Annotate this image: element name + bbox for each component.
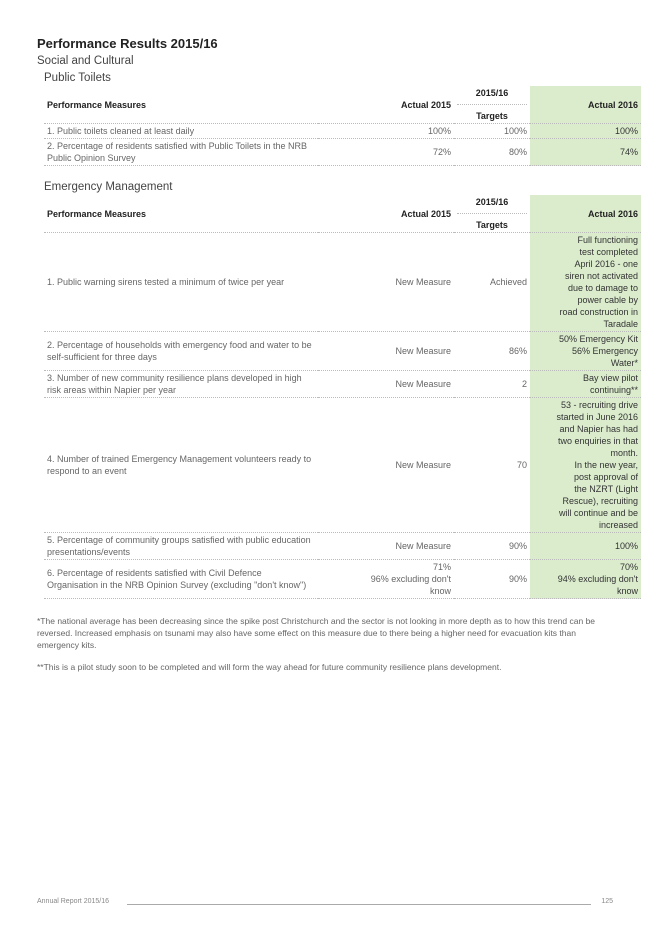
actual-2016-line: April 2016 - one: [574, 259, 638, 269]
section-title: Social and Cultural: [37, 55, 134, 67]
actual-2016-cell: [530, 124, 641, 139]
table-row: [44, 533, 641, 560]
measure-cell: 4. Number of trained Emergency Management volunteers ready to respond to an event: [44, 398, 318, 533]
actual-2015-line: New Measure: [395, 460, 451, 470]
actual-2016-line: Full functioning: [577, 235, 638, 245]
actual-2015-cell: [318, 371, 454, 398]
actual-2015-cell: [318, 139, 454, 166]
actual-2016-line: started in June 2016: [556, 412, 638, 422]
toilets-title: Public Toilets: [44, 72, 111, 84]
actual-2015-line: 72%: [432, 147, 451, 157]
header-measures: Performance Measures: [44, 195, 318, 233]
header-target-label: Targets: [457, 104, 527, 122]
actual-2016-line: power cable by: [577, 295, 638, 305]
actual-2015-cell: [318, 533, 454, 560]
actual-2016-line: 53 - recruiting drive: [560, 400, 638, 410]
footer-report-title: Annual Report 2015/16: [37, 898, 109, 905]
actual-2016-line: continuing**: [589, 385, 638, 395]
table-row: [44, 139, 641, 166]
emergency-rows: [44, 233, 641, 599]
header-measures: Performance Measures: [44, 86, 318, 124]
actual-2016-cell: [530, 533, 641, 560]
table-row: [44, 124, 641, 139]
measure-cell: 5. Percentage of community groups satisfied with public education presentations/events: [44, 533, 318, 560]
actual-2016-line: due to damage to: [567, 283, 638, 293]
toilets-rows: [44, 124, 641, 166]
header-target-year: 2015/16: [475, 197, 509, 207]
actual-2015-cell: [318, 398, 454, 533]
actual-2015-line: New Measure: [395, 277, 451, 287]
actual-2016-line: test completed: [579, 247, 638, 257]
target-cell: 100%: [454, 124, 530, 139]
actual-2016-line: 50% Emergency Kit: [558, 334, 638, 344]
actual-2016-line: 70%: [619, 562, 638, 572]
actual-2016-line: Bay view pilot: [582, 373, 638, 383]
actual-2016-line: Rescue), recruiting: [562, 496, 638, 506]
actual-2015-line: know: [429, 586, 451, 596]
table-row: [44, 398, 641, 533]
actual-2016-line: post approval of: [573, 472, 638, 482]
actual-2016-line: 94% excluding don't: [557, 574, 638, 584]
target-cell: Achieved: [454, 233, 530, 332]
header-targets: [454, 195, 530, 233]
actual-2015-line: 100%: [427, 126, 451, 136]
actual-2016-line: the NZRT (Light: [574, 484, 638, 494]
actual-2016-line: 56% Emergency: [571, 346, 638, 356]
actual-2015-line: New Measure: [395, 346, 451, 356]
footnote-2: **This is a pilot study soon to be completed and will form the way ahead for future community resilience plans development.: [37, 662, 502, 672]
page-footer: [37, 898, 613, 910]
actual-2016-line: increased: [598, 520, 638, 530]
target-cell: 80%: [454, 139, 530, 166]
actual-2015-line: New Measure: [395, 379, 451, 389]
actual-2015-cell: [318, 124, 454, 139]
actual-2016-cell: [530, 139, 641, 166]
page-title: Performance Results 2015/16: [37, 36, 218, 51]
footnotes: [37, 615, 617, 673]
target-cell: 2: [454, 371, 530, 398]
measure-cell: 1. Public warning sirens tested a minimum of twice per year: [44, 233, 318, 332]
actual-2016-line: will continue and be: [558, 508, 638, 518]
footnote-1: *The national average has been decreasing since the spike post Christchurch and the sector is not looking in more depth as to how this trend can be reversed. Increased emphasis on tsunami may also have some effect on this measure due to there being a higher need for evacuation kits than emergency kits.: [37, 616, 596, 650]
actual-2015-cell: [318, 332, 454, 371]
header-targets: [454, 86, 530, 124]
actual-2016-cell: [530, 560, 641, 599]
actual-2016-cell: [530, 398, 641, 533]
actual-2016-cell: [530, 332, 641, 371]
measure-cell: 2. Percentage of residents satisfied with Public Toilets in the NRB Public Opinion Survey: [44, 139, 318, 166]
table-header-row: [44, 86, 641, 124]
actual-2016-line: month.: [610, 448, 638, 458]
header-target-year: 2015/16: [475, 88, 509, 98]
table-row: [44, 371, 641, 398]
actual-2015-line: 71%: [432, 562, 451, 572]
actual-2016-line: know: [616, 586, 638, 596]
table-row: [44, 233, 641, 332]
target-cell: 70: [454, 398, 530, 533]
measure-cell: 6. Percentage of residents satisfied with Civil Defence Organisation in the NRB Opinion Survey (excluding "don't know"): [44, 560, 318, 599]
actual-2016-cell: [530, 233, 641, 332]
actual-2016-line: two enquiries in that: [557, 436, 638, 446]
actual-2015-line: 96% excluding don't: [370, 574, 451, 584]
measure-cell: 1. Public toilets cleaned at least daily: [44, 124, 318, 139]
actual-2016-line: 74%: [619, 147, 638, 157]
actual-2015-line: New Measure: [395, 541, 451, 551]
toilets-table: [44, 86, 641, 166]
footer-divider: [127, 904, 591, 905]
actual-2015-cell: [318, 560, 454, 599]
actual-2016-line: 100%: [614, 541, 638, 551]
actual-2015-cell: [318, 233, 454, 332]
emergency-table: [44, 195, 641, 599]
measure-cell: 2. Percentage of households with emergency food and water to be self-sufficient for three days: [44, 332, 318, 371]
table-header-row: [44, 195, 641, 233]
header-actual-2016: Actual 2016: [530, 86, 641, 124]
actual-2016-cell: [530, 371, 641, 398]
actual-2016-line: Taradale: [603, 319, 638, 329]
emergency-title: Emergency Management: [44, 181, 173, 193]
actual-2016-line: Water*: [610, 358, 638, 368]
actual-2016-line: and Napier has had: [559, 424, 638, 434]
header-actual-2015: Actual 2015: [318, 195, 454, 233]
header-actual-2015: Actual 2015: [318, 86, 454, 124]
actual-2016-line: 100%: [614, 126, 638, 136]
header-actual-2016: Actual 2016: [530, 195, 641, 233]
table-row: [44, 560, 641, 599]
actual-2016-line: road construction in: [559, 307, 638, 317]
actual-2016-line: siren not activated: [564, 271, 638, 281]
header-target-label: Targets: [457, 213, 527, 231]
target-cell: 90%: [454, 560, 530, 599]
page-number: 125: [601, 898, 613, 905]
page-content: [37, 36, 638, 683]
target-cell: 86%: [454, 332, 530, 371]
measure-cell: 3. Number of new community resilience plans developed in high risk areas within Napier per year: [44, 371, 318, 398]
target-cell: 90%: [454, 533, 530, 560]
actual-2016-line: In the new year,: [574, 460, 638, 470]
table-row: [44, 332, 641, 371]
